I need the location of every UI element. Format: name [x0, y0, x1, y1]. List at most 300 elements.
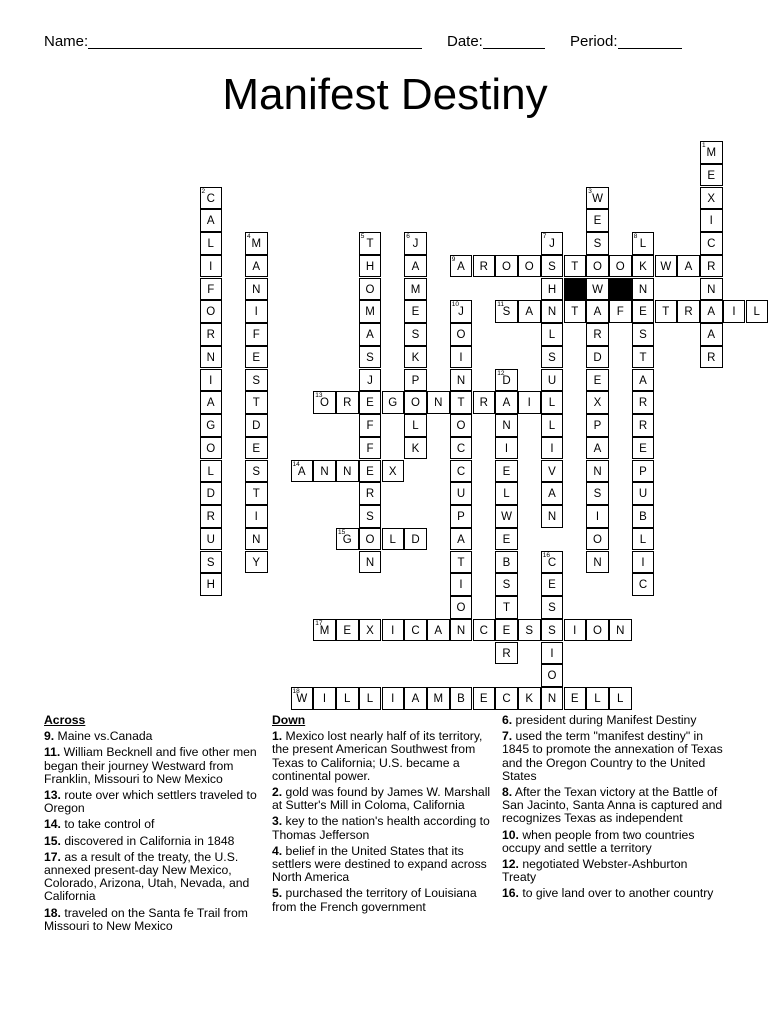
clue-item-number: 5. — [272, 886, 283, 901]
grid-cell[interactable] — [586, 687, 609, 710]
grid-cell[interactable] — [655, 300, 678, 323]
clue-item-number: 1. — [272, 729, 283, 744]
grid-cell[interactable] — [700, 255, 723, 278]
grid-cell[interactable] — [586, 482, 609, 505]
cell-letter: A — [457, 260, 465, 273]
clue-item-text: gold was found by James W. Marshall at Sutter's Mill in Coloma, California — [272, 785, 491, 813]
grid-cell[interactable] — [359, 391, 382, 414]
grid-cell[interactable] — [495, 596, 518, 619]
period-label: Period: — [570, 33, 618, 50]
clue-item — [44, 746, 259, 786]
grid-cell[interactable] — [700, 300, 723, 323]
grid-cell[interactable] — [427, 687, 450, 710]
cell-letter: U — [456, 488, 466, 501]
grid-cell[interactable] — [245, 323, 268, 346]
grid-cell[interactable] — [404, 346, 427, 369]
grid-cell[interactable] — [450, 437, 473, 460]
grid-cell[interactable] — [200, 482, 223, 505]
grid-cell[interactable] — [541, 573, 564, 596]
grid-cell[interactable] — [245, 391, 268, 414]
grid-cell[interactable] — [495, 528, 518, 551]
grid-cell[interactable] — [495, 482, 518, 505]
grid-cell[interactable] — [200, 460, 223, 483]
grid-cell[interactable] — [632, 528, 655, 551]
cell-letter: M — [365, 306, 375, 319]
grid-cell[interactable] — [382, 460, 405, 483]
grid-cell[interactable] — [245, 414, 268, 437]
grid-cell[interactable] — [495, 551, 518, 574]
grid-cell[interactable] — [200, 369, 223, 392]
grid-cell[interactable] — [541, 255, 564, 278]
grid-cell[interactable] — [541, 391, 564, 414]
grid-cell[interactable] — [245, 482, 268, 505]
grid-cell[interactable] — [495, 391, 518, 414]
clue-item-text: William Becknell and five other men began their journey Westward from Franklin, Missouri to New Mexico — [44, 745, 257, 786]
cell-letter: A — [206, 397, 215, 410]
clue-item — [502, 829, 724, 855]
grid-cell[interactable] — [359, 482, 382, 505]
cell-letter: S — [366, 511, 374, 523]
grid-cell[interactable] — [495, 573, 518, 596]
grid-cell[interactable] — [359, 528, 382, 551]
cell-letter: C — [456, 465, 466, 478]
grid-cell[interactable] — [723, 300, 746, 323]
cell-letter: M — [251, 238, 262, 250]
grid-cell[interactable] — [632, 414, 655, 437]
grid-cell[interactable] — [313, 460, 336, 483]
grid-cell[interactable] — [450, 573, 473, 596]
grid-cell[interactable] — [336, 619, 359, 642]
cell-letter: O — [524, 260, 534, 273]
grid-cell[interactable] — [495, 414, 518, 437]
grid-cell[interactable] — [359, 369, 382, 392]
grid-cell[interactable] — [541, 323, 564, 346]
grid-cell[interactable] — [586, 209, 609, 232]
clue-number: 10 — [451, 301, 459, 309]
grid-cell[interactable] — [518, 391, 541, 414]
clue-number: 16 — [542, 551, 550, 559]
down-list-2 — [502, 714, 724, 901]
grid-cell[interactable] — [359, 505, 382, 528]
clue-item-text: belief in the United States that its settlers were destined to expand across North America — [272, 843, 487, 885]
cell-letter: I — [209, 260, 213, 273]
grid-cell[interactable] — [541, 369, 564, 392]
cell-letter: N — [456, 624, 466, 637]
grid-cell[interactable] — [245, 255, 268, 278]
grid-cell[interactable] — [382, 528, 405, 551]
grid-cell[interactable] — [200, 323, 223, 346]
grid-cell[interactable] — [291, 460, 314, 483]
grid-cell[interactable] — [313, 687, 336, 710]
grid-cell[interactable] — [541, 482, 564, 505]
cell-letter: N — [547, 306, 557, 319]
cell-letter: A — [206, 215, 215, 228]
grid-cell[interactable] — [632, 232, 655, 255]
grid-cell[interactable] — [564, 255, 587, 278]
cell-letter: O — [206, 442, 216, 455]
grid-cell[interactable] — [518, 619, 541, 642]
grid-cell[interactable] — [245, 300, 268, 323]
grid-cell[interactable] — [450, 369, 473, 392]
grid-cell[interactable] — [700, 141, 723, 164]
cell-letter: W — [592, 283, 603, 296]
clue-number: 6 — [406, 233, 410, 240]
cell-letter: R — [502, 647, 511, 660]
cell-letter: A — [366, 329, 374, 341]
grid-cell[interactable] — [541, 664, 564, 687]
grid-cell[interactable] — [586, 323, 609, 346]
grid-cell[interactable] — [632, 300, 655, 323]
grid-cell[interactable] — [586, 187, 609, 210]
grid-cell[interactable] — [541, 300, 564, 323]
grid-cell[interactable] — [564, 619, 587, 642]
grid-cell[interactable] — [245, 437, 268, 460]
grid-cell[interactable] — [450, 619, 473, 642]
grid-cell[interactable] — [495, 460, 518, 483]
clue-number: 12 — [497, 369, 505, 377]
grid-cell[interactable] — [495, 687, 518, 710]
grid-cell[interactable] — [359, 255, 382, 278]
cell-letter: B — [457, 693, 465, 705]
grid-cell[interactable] — [404, 414, 427, 437]
cell-letter: S — [548, 602, 556, 614]
cell-letter: K — [525, 693, 534, 705]
grid-cell[interactable] — [450, 300, 473, 323]
grid-cell[interactable] — [200, 551, 223, 574]
clue-item-number: 12. — [502, 857, 519, 872]
cell-letter: C — [638, 579, 648, 592]
grid-cell[interactable] — [473, 687, 496, 710]
cell-letter: T — [571, 260, 579, 273]
grid-cell[interactable] — [404, 255, 427, 278]
clue-item-number: 9. — [44, 729, 55, 744]
grid-cell[interactable] — [564, 300, 587, 323]
grid-cell[interactable] — [404, 391, 427, 414]
cell-letter: I — [254, 306, 258, 319]
grid-cell[interactable] — [359, 687, 382, 710]
grid-cell[interactable] — [586, 300, 609, 323]
cell-letter: L — [344, 693, 351, 705]
cell-letter: R — [206, 511, 215, 523]
grid-cell[interactable] — [495, 255, 518, 278]
cell-letter: O — [593, 260, 602, 273]
cell-letter: F — [616, 306, 624, 319]
grid-cell[interactable] — [336, 460, 359, 483]
grid-cell[interactable] — [564, 687, 587, 710]
grid-cell[interactable] — [200, 346, 223, 369]
grid-cell[interactable] — [450, 255, 473, 278]
grid-cell[interactable] — [450, 460, 473, 483]
grid-cell[interactable] — [495, 437, 518, 460]
grid-cell[interactable] — [586, 232, 609, 255]
cell-letter: R — [638, 397, 648, 410]
grid-cell[interactable] — [495, 642, 518, 665]
grid-cell[interactable] — [200, 437, 223, 460]
grid-cell[interactable] — [200, 573, 223, 596]
grid-cell[interactable] — [632, 255, 655, 278]
cell-letter: R — [638, 420, 648, 432]
grid-cell[interactable] — [586, 414, 609, 437]
cell-letter: G — [342, 533, 352, 546]
grid-cell[interactable] — [586, 391, 609, 414]
grid-cell[interactable] — [541, 346, 564, 369]
grid-cell[interactable] — [700, 209, 723, 232]
grid-cell[interactable] — [632, 391, 655, 414]
down-clues-column-1 — [272, 714, 492, 917]
grid-cell[interactable] — [245, 346, 268, 369]
grid-cell[interactable] — [609, 300, 632, 323]
clue-item — [272, 730, 492, 783]
grid-cell[interactable] — [541, 437, 564, 460]
cell-letter: A — [639, 374, 647, 387]
grid-cell[interactable] — [450, 596, 473, 619]
cell-letter: U — [547, 374, 557, 387]
grid-cell[interactable] — [359, 232, 382, 255]
grid-cell[interactable] — [404, 232, 427, 255]
grid-cell[interactable] — [359, 323, 382, 346]
grid-cell[interactable] — [586, 437, 609, 460]
grid-cell[interactable] — [632, 323, 655, 346]
cell-letter: M — [319, 624, 330, 637]
cell-letter: I — [550, 442, 554, 455]
clue-item-text: route over which settlers traveled to Oregon — [44, 788, 257, 816]
cell-letter: W — [592, 192, 603, 205]
grid-cell[interactable] — [291, 687, 314, 710]
cell-letter: E — [593, 215, 602, 228]
grid-cell[interactable] — [700, 323, 723, 346]
clue-item — [502, 887, 724, 900]
clue-number: 5 — [360, 233, 365, 240]
grid-cell[interactable] — [586, 619, 609, 642]
cell-letter: L — [207, 238, 214, 250]
grid-cell[interactable] — [609, 619, 632, 642]
grid-cell[interactable] — [586, 346, 609, 369]
grid-cell[interactable] — [518, 687, 541, 710]
grid-cell[interactable] — [336, 391, 359, 414]
grid-cell[interactable] — [700, 187, 723, 210]
grid-cell[interactable] — [313, 391, 336, 414]
grid-cell[interactable] — [586, 369, 609, 392]
grid-cell[interactable] — [700, 346, 723, 369]
cell-letter: W — [660, 260, 672, 273]
grid-cell[interactable] — [518, 255, 541, 278]
grid-cell[interactable] — [632, 505, 655, 528]
grid-cell[interactable] — [677, 300, 700, 323]
grid-cell[interactable] — [245, 505, 268, 528]
grid-cell[interactable] — [586, 460, 609, 483]
grid-cell[interactable] — [746, 300, 769, 323]
cell-letter: N — [707, 283, 716, 296]
cell-letter: S — [548, 260, 556, 273]
grid-cell[interactable] — [200, 300, 223, 323]
clue-item — [502, 786, 724, 826]
grid-cell[interactable] — [632, 573, 655, 596]
grid-cell[interactable] — [586, 528, 609, 551]
grid-cell[interactable] — [404, 300, 427, 323]
grid-cell[interactable] — [541, 596, 564, 619]
grid-cell[interactable] — [450, 391, 473, 414]
grid-cell[interactable] — [200, 278, 223, 301]
cell-letter: T — [252, 397, 260, 410]
cell-letter: O — [206, 306, 216, 319]
clue-item-text: Maine vs.Canada — [54, 729, 153, 744]
grid-cell[interactable] — [359, 278, 382, 301]
grid-cell[interactable] — [404, 369, 427, 392]
cell-letter: F — [366, 420, 374, 432]
grid-cell[interactable] — [427, 391, 450, 414]
cell-letter: J — [549, 238, 555, 250]
grid-cell[interactable] — [359, 414, 382, 437]
cell-letter: N — [206, 351, 215, 364]
grid-cell[interactable] — [245, 278, 268, 301]
grid-cell[interactable] — [655, 255, 678, 278]
cell-letter: K — [639, 260, 647, 273]
grid-cell[interactable] — [404, 528, 427, 551]
cell-letter: J — [458, 306, 464, 319]
cell-letter: F — [207, 283, 215, 296]
grid-cell[interactable] — [336, 687, 359, 710]
grid-cell[interactable] — [586, 278, 609, 301]
cell-letter: S — [639, 329, 647, 341]
grid-cell[interactable] — [632, 460, 655, 483]
grid-cell[interactable] — [450, 687, 473, 710]
cell-letter: S — [548, 351, 556, 364]
grid-cell[interactable] — [200, 209, 223, 232]
cell-letter: L — [639, 533, 647, 546]
cell-letter: S — [548, 624, 556, 637]
grid-cell[interactable] — [495, 505, 518, 528]
grid-cell[interactable] — [404, 437, 427, 460]
grid-cell[interactable] — [359, 346, 382, 369]
grid-cell[interactable] — [245, 232, 268, 255]
grid-cell[interactable] — [450, 482, 473, 505]
cell-letter: O — [456, 329, 466, 341]
cell-letter: R — [707, 351, 716, 364]
grid-cell[interactable] — [586, 255, 609, 278]
grid-cell[interactable] — [382, 391, 405, 414]
grid-cell[interactable] — [382, 619, 405, 642]
cell-letter: I — [391, 693, 395, 705]
grid-cell[interactable] — [450, 505, 473, 528]
cell-letter: M — [433, 693, 444, 705]
cell-letter: E — [502, 533, 511, 546]
across-heading: Across — [44, 713, 86, 727]
grid-cell[interactable] — [200, 414, 223, 437]
grid-cell[interactable] — [473, 391, 496, 414]
grid-cell[interactable] — [541, 232, 564, 255]
grid-cell[interactable] — [541, 505, 564, 528]
grid-cell[interactable] — [200, 505, 223, 528]
grid-cell[interactable] — [450, 551, 473, 574]
cell-letter: N — [365, 556, 375, 569]
grid-cell[interactable] — [450, 323, 473, 346]
grid-cell[interactable] — [200, 255, 223, 278]
grid-cell[interactable] — [336, 528, 359, 551]
grid-cell[interactable] — [359, 551, 382, 574]
grid-cell[interactable] — [473, 255, 496, 278]
cell-letter: I — [459, 579, 463, 592]
grid-cell[interactable] — [245, 369, 268, 392]
grid-cell[interactable] — [200, 187, 223, 210]
grid-cell[interactable] — [382, 687, 405, 710]
grid-cell[interactable] — [700, 278, 723, 301]
grid-cell[interactable] — [359, 460, 382, 483]
grid-cell[interactable] — [609, 687, 632, 710]
grid-cell[interactable] — [541, 414, 564, 437]
grid-cell[interactable] — [586, 505, 609, 528]
grid-cell[interactable] — [495, 300, 518, 323]
cell-letter: J — [367, 374, 373, 387]
clue-number: 13 — [315, 392, 323, 400]
grid-cell[interactable] — [632, 346, 655, 369]
grid-cell[interactable] — [586, 551, 609, 574]
grid-cell[interactable] — [313, 619, 336, 642]
grid-cell[interactable] — [700, 232, 723, 255]
cell-letter: W — [501, 511, 512, 523]
grid-cell[interactable] — [495, 369, 518, 392]
grid-cell[interactable] — [450, 528, 473, 551]
grid-cell[interactable] — [541, 619, 564, 642]
grid-cell[interactable] — [541, 460, 564, 483]
grid-cell[interactable] — [427, 619, 450, 642]
grid-cell[interactable] — [245, 551, 268, 574]
cell-letter: T — [502, 602, 511, 614]
grid-cell[interactable] — [632, 437, 655, 460]
cell-letter: L — [594, 693, 601, 705]
cell-letter: R — [479, 397, 488, 410]
grid-cell[interactable] — [632, 278, 655, 301]
grid-cell[interactable] — [404, 687, 427, 710]
grid-cell[interactable] — [450, 414, 473, 437]
cell-letter: C — [479, 624, 488, 637]
grid-cell[interactable] — [245, 460, 268, 483]
grid-cell[interactable] — [404, 619, 427, 642]
grid-cell[interactable] — [541, 687, 564, 710]
clue-item-text: After the Texan victory at the Battle of San Jacinto, Santa Anna is captured and recognizes Texas as independent — [502, 785, 723, 826]
grid-cell[interactable] — [541, 642, 564, 665]
clue-item-number: 14. — [44, 817, 61, 832]
grid-cell[interactable] — [200, 528, 223, 551]
cell-letter: S — [502, 306, 511, 319]
clue-item — [44, 907, 259, 933]
grid-cell[interactable] — [677, 255, 700, 278]
grid-cell[interactable] — [541, 278, 564, 301]
cell-letter: E — [502, 465, 511, 478]
grid-cell[interactable] — [404, 323, 427, 346]
cell-letter: D — [593, 351, 602, 364]
grid-cell[interactable] — [404, 278, 427, 301]
grid-cell[interactable] — [245, 528, 268, 551]
grid-cell[interactable] — [200, 232, 223, 255]
grid-cell[interactable] — [359, 300, 382, 323]
grid-cell[interactable] — [359, 437, 382, 460]
grid-cell[interactable] — [200, 391, 223, 414]
grid-cell[interactable] — [495, 619, 518, 642]
grid-cell[interactable] — [632, 369, 655, 392]
grid-cell[interactable] — [632, 482, 655, 505]
grid-cell[interactable] — [541, 551, 564, 574]
grid-cell[interactable] — [359, 619, 382, 642]
grid-cell[interactable] — [450, 346, 473, 369]
grid-cell[interactable] — [518, 300, 541, 323]
grid-cell[interactable] — [700, 164, 723, 187]
clue-item-number: 7. — [502, 729, 513, 744]
grid-cell[interactable] — [473, 619, 496, 642]
grid-block — [609, 278, 632, 301]
grid-cell[interactable] — [632, 551, 655, 574]
cell-letter: I — [641, 556, 645, 569]
grid-cell[interactable] — [609, 255, 632, 278]
